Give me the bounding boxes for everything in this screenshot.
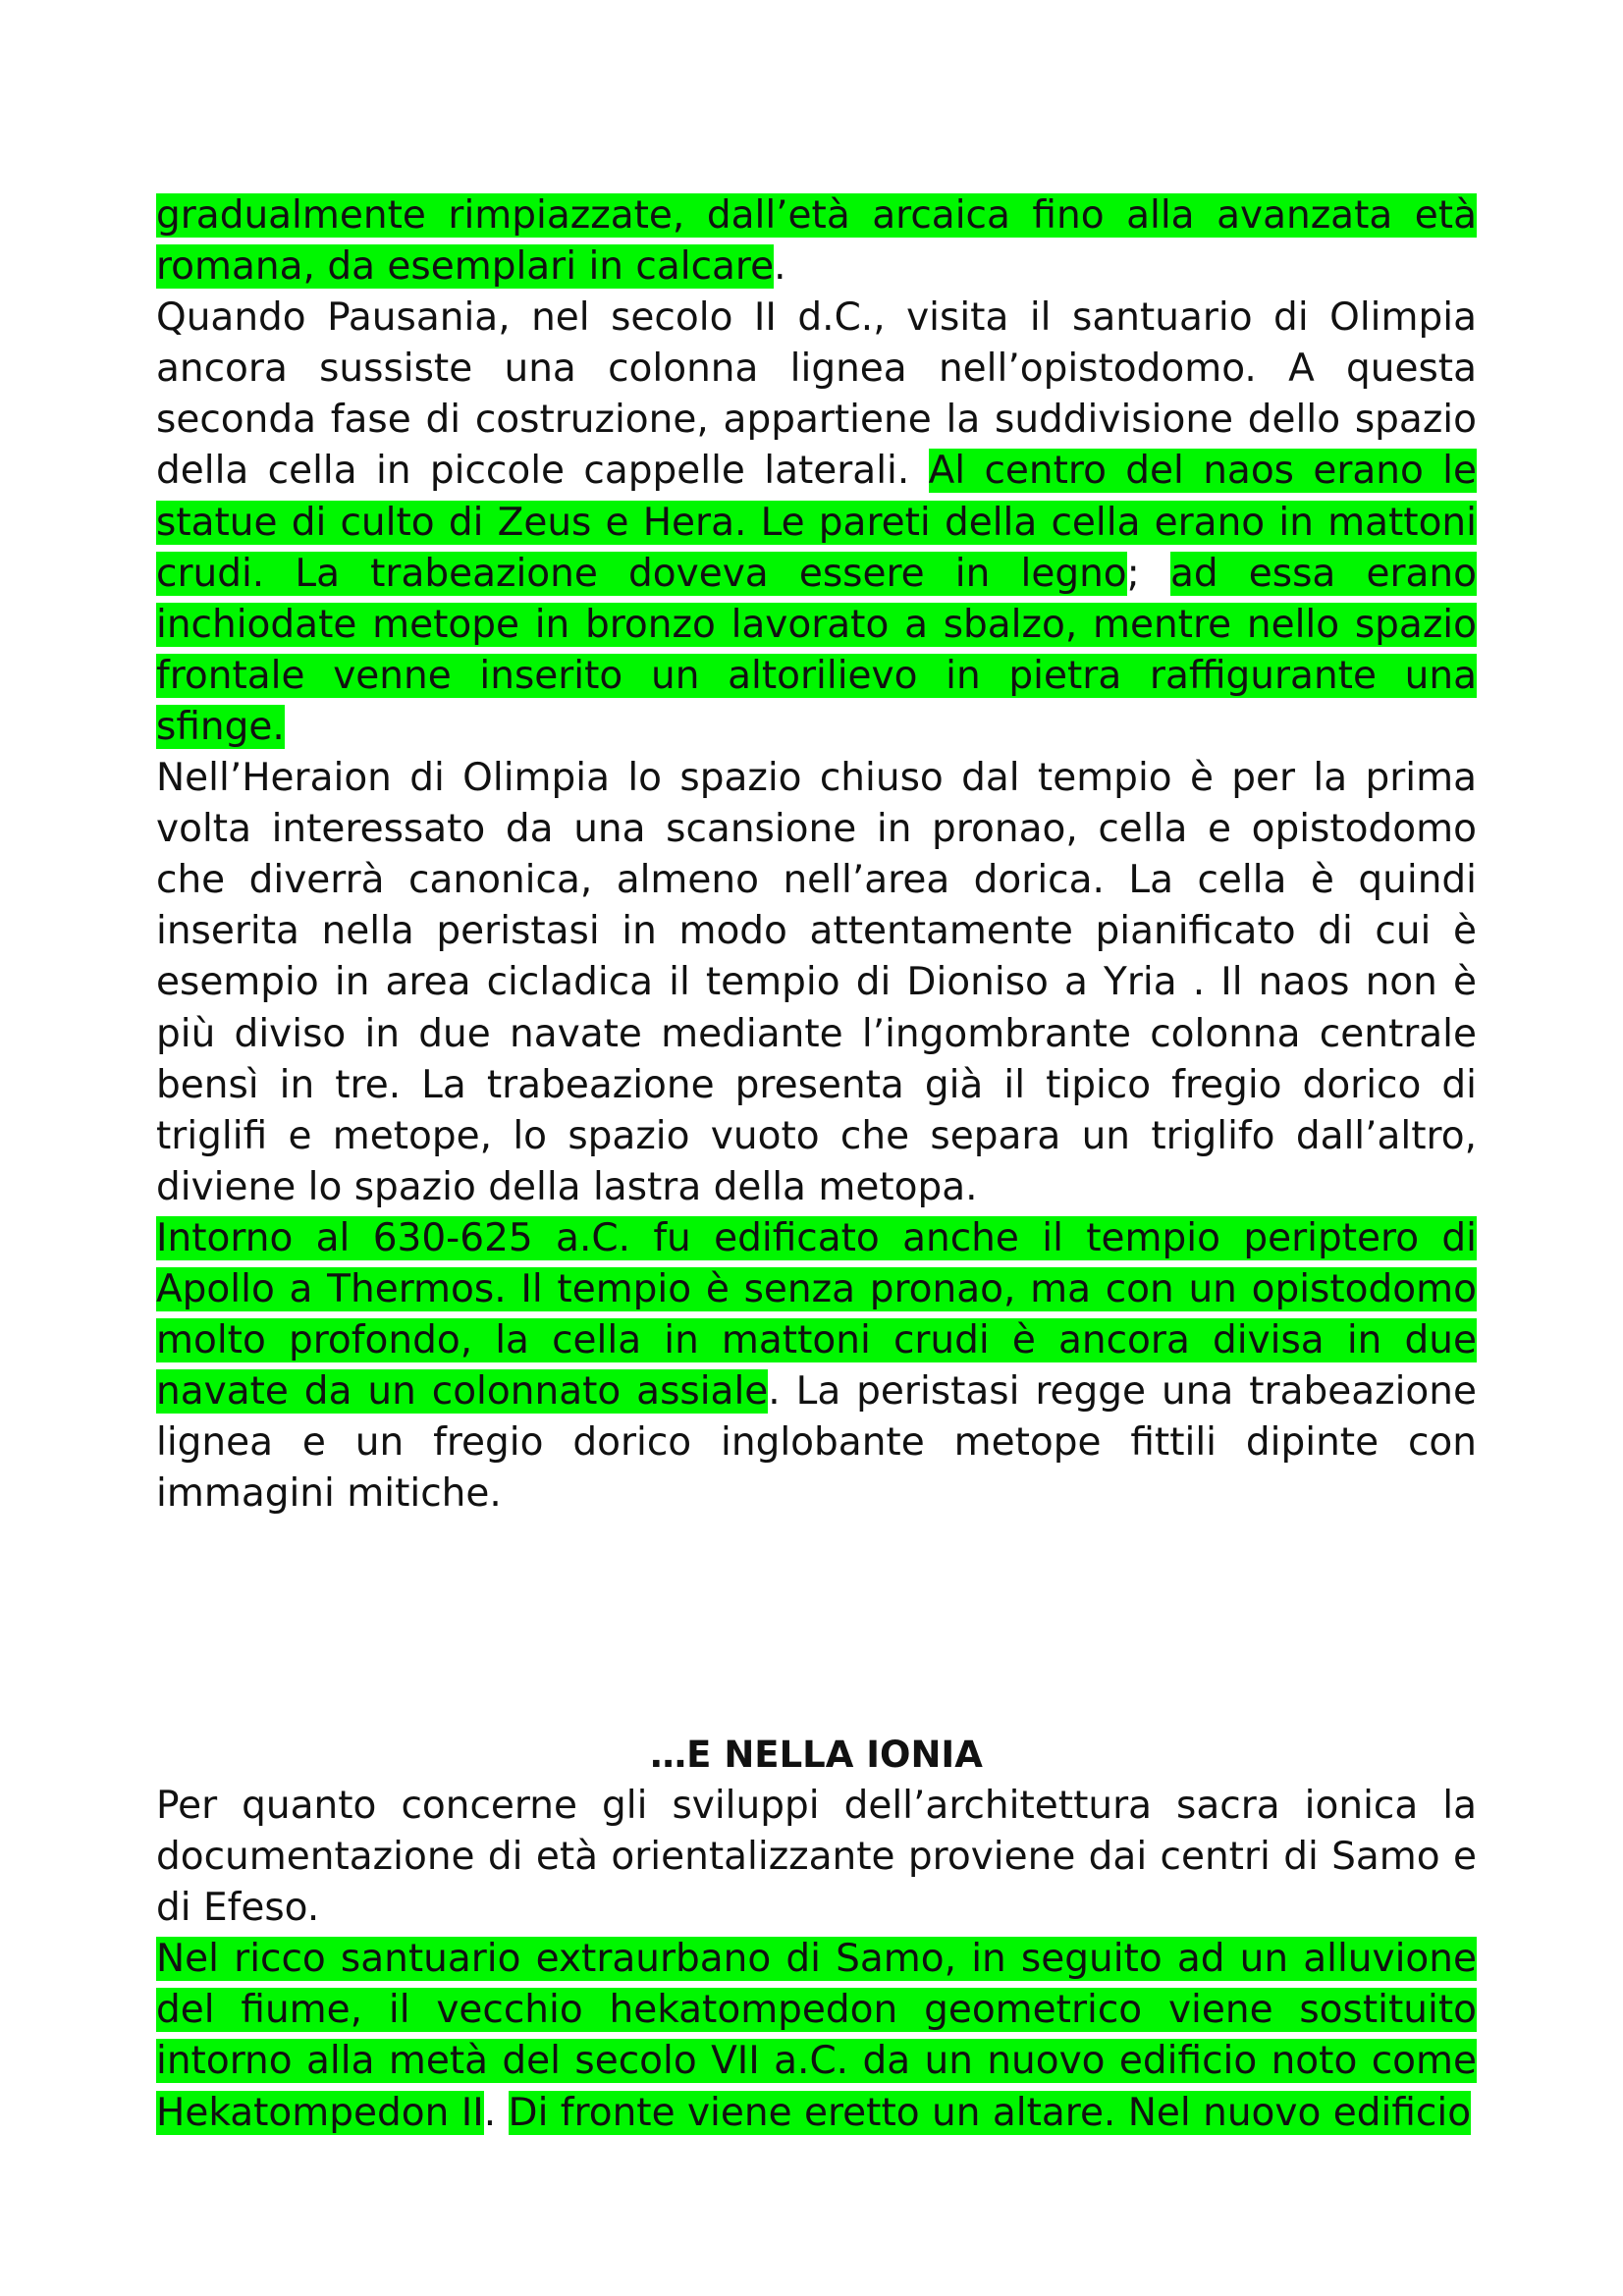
body-text: Nell’Heraion di Olimpia lo spazio chiuso dal tempio è per la prima volta interessato da una scansione in pronao, cella e opistodomo che diverrà canonica, almeno nell’area dorica. La cella è quindi inserita nella peristasi in modo attentamente pianificato di cui è esempio in area cicladica il tempio di Dioniso a Yria . Il naos non è più diviso in due navate mediante l’ingombrante colonna centrale bensì in tre. La trabeazione presenta già il tipico fregio dorico di triglifi e metope, lo spazio vuoto che separa un triglifo dall’altro, diviene lo spazio della lastra della metopa. — [156, 756, 1477, 1209]
body-text: Per quanto concerne gli sviluppi dell’architettura sacra ionica la documentazione di età orientalizzante proviene dai centri di Samo e di Efeso. — [156, 1784, 1477, 1931]
body-text: ; — [1126, 551, 1170, 596]
text-block-upper — [156, 190, 1477, 1520]
paragraph — [156, 1213, 1477, 1521]
paragraph — [156, 1781, 1477, 1934]
section-heading: …E NELLA IONIA — [650, 1734, 983, 1776]
paragraph — [156, 293, 1477, 753]
highlighted-text: Di fronte viene eretto un altare. Nel nuovo edificio — [508, 2090, 1472, 2135]
body-text: . — [483, 2090, 509, 2135]
body-text: . La peristasi regge una trabeazione lignea e un fregio dorico inglobante metope fittili dipinte con immagini mitiche. — [156, 1369, 1477, 1517]
highlighted-text: Nel ricco santuario extraurbano di Samo, in seguito ad un alluvione del fiume, il vecchio hekatompedon geometrico viene sostituito intorno alla metà del secolo VII a.C. da un nuovo edificio noto come Hekatompedon II — [156, 1937, 1477, 2135]
text-block-lower — [156, 1781, 1477, 2139]
paragraph — [156, 1934, 1477, 2138]
paragraph — [156, 753, 1477, 1213]
highlighted-text: Intorno al 630-625 a.C. fu edificato anche il tempio periptero di Apollo a Thermos. Il tempio è senza pronao, ma con un opistodomo molto profondo, la cella in mattoni crudi è ancora divisa in due navate da un colonnato assiale — [156, 1215, 1477, 1415]
highlighted-text: gradualmente rimpiazzate, dall’età arcaica fino alla avanzata età romana, da esemplari in calcare — [156, 193, 1477, 290]
paragraph — [156, 190, 1477, 293]
body-text: Quando Pausania, nel secolo II d.C., visita il santuario di Olimpia ancora sussiste una colonna lignea nell’opistodomo. A questa seconda fase di costruzione, appartiene la suddivisione dello spazio della cella in piccole cappelle laterali. — [156, 295, 1477, 494]
highlighted-text: ad essa erano inchiodate metope in bronzo lavorato a sbalzo, mentre nello spazio frontale venne inserito un altorilievo in pietra raffigurante una sfinge. — [156, 551, 1477, 749]
body-text: . — [774, 244, 786, 290]
highlighted-text: Al centro del naos erano le statue di culto di Zeus e Hera. Le pareti della cella erano in mattoni crudi. La trabeazione doveva essere in legno — [156, 449, 1478, 596]
